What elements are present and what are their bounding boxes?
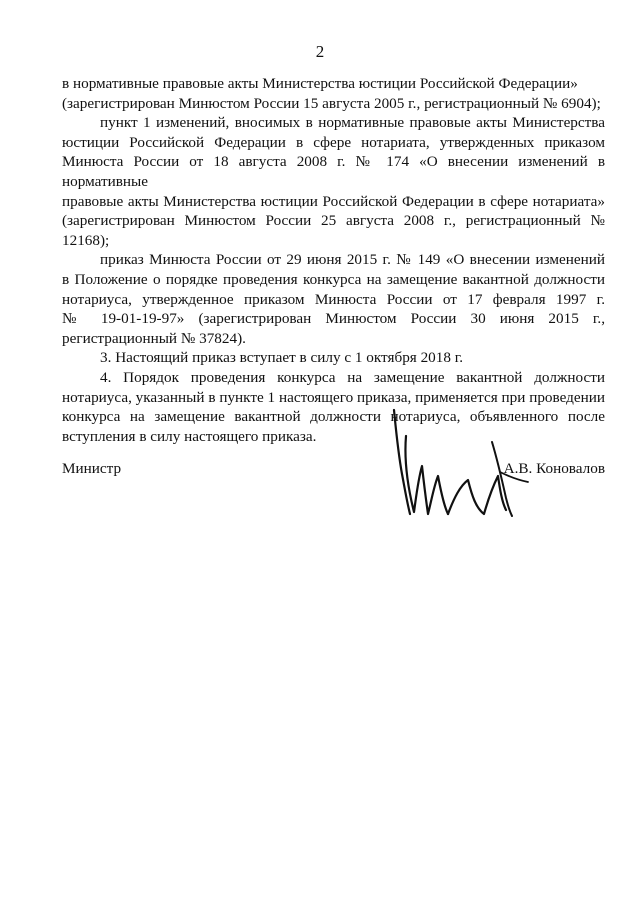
text-line: (зарегистрирован Минюстом России 25 августа 2008 г., регистрационный № 12168); <box>62 212 605 249</box>
text-line: приказ Минюста России от 29 июня 2015 г. № 149 «О внесении изменений <box>100 251 605 269</box>
paragraph-amendment-2005 <box>62 74 605 113</box>
signer-name: А.В. Коновалов <box>503 460 605 477</box>
paragraph-item-3 <box>62 348 605 368</box>
text-line: нотариуса, утвержденное приказом Минюста России от 17 февраля 1997 г. <box>62 290 605 308</box>
signer-title: Министр <box>62 460 122 477</box>
text-line: 3. Настоящий приказ вступает в силу с 1 октября 2018 г. <box>100 349 464 367</box>
paragraph-order-2015 <box>62 250 605 348</box>
text-line: пункт 1 изменений, вносимых в нормативные правовые акты Министерства <box>100 114 605 132</box>
text-line: регистрационный № 37824). <box>62 329 246 347</box>
paragraph-amendment-2008 <box>62 113 605 250</box>
text-line: конкурса на замещение вакантной должности нотариуса, объявленного после <box>62 408 605 426</box>
text-line: нотариуса, указанный в пункте 1 настоящего приказа, применяется при проведении <box>62 388 605 406</box>
text-line: 4. Порядок проведения конкурса на замещение вакантной должности <box>100 368 605 386</box>
text-line: вступления в силу настоящего приказа. <box>62 427 317 445</box>
text-line: Минюста России от 18 августа 2008 г. № 174 «О внесении изменений в нормативные <box>62 153 605 190</box>
document-body <box>62 74 605 446</box>
text-line: в Положение о порядке проведения конкурса на замещение вакантной должности <box>62 270 605 288</box>
page-number: 2 <box>315 42 325 61</box>
text-line: в нормативные правовые акты Министерства юстиции Российской Федерации» <box>62 75 578 92</box>
handwritten-signature <box>388 402 538 532</box>
text-line: юстиции Российской Федерации в сфере нотариата, утвержденных приказом <box>62 133 605 151</box>
text-line: правовые акты Министерства юстиции Российской Федерации в сфере нотариата» <box>62 192 605 210</box>
text-line: (зарегистрирован Минюстом России 15 августа 2005 г., регистрационный № 6904); <box>62 94 601 112</box>
text-line: № 19-01-19-97» (зарегистрирован Минюстом России 30 июня 2015 г., <box>62 310 605 328</box>
